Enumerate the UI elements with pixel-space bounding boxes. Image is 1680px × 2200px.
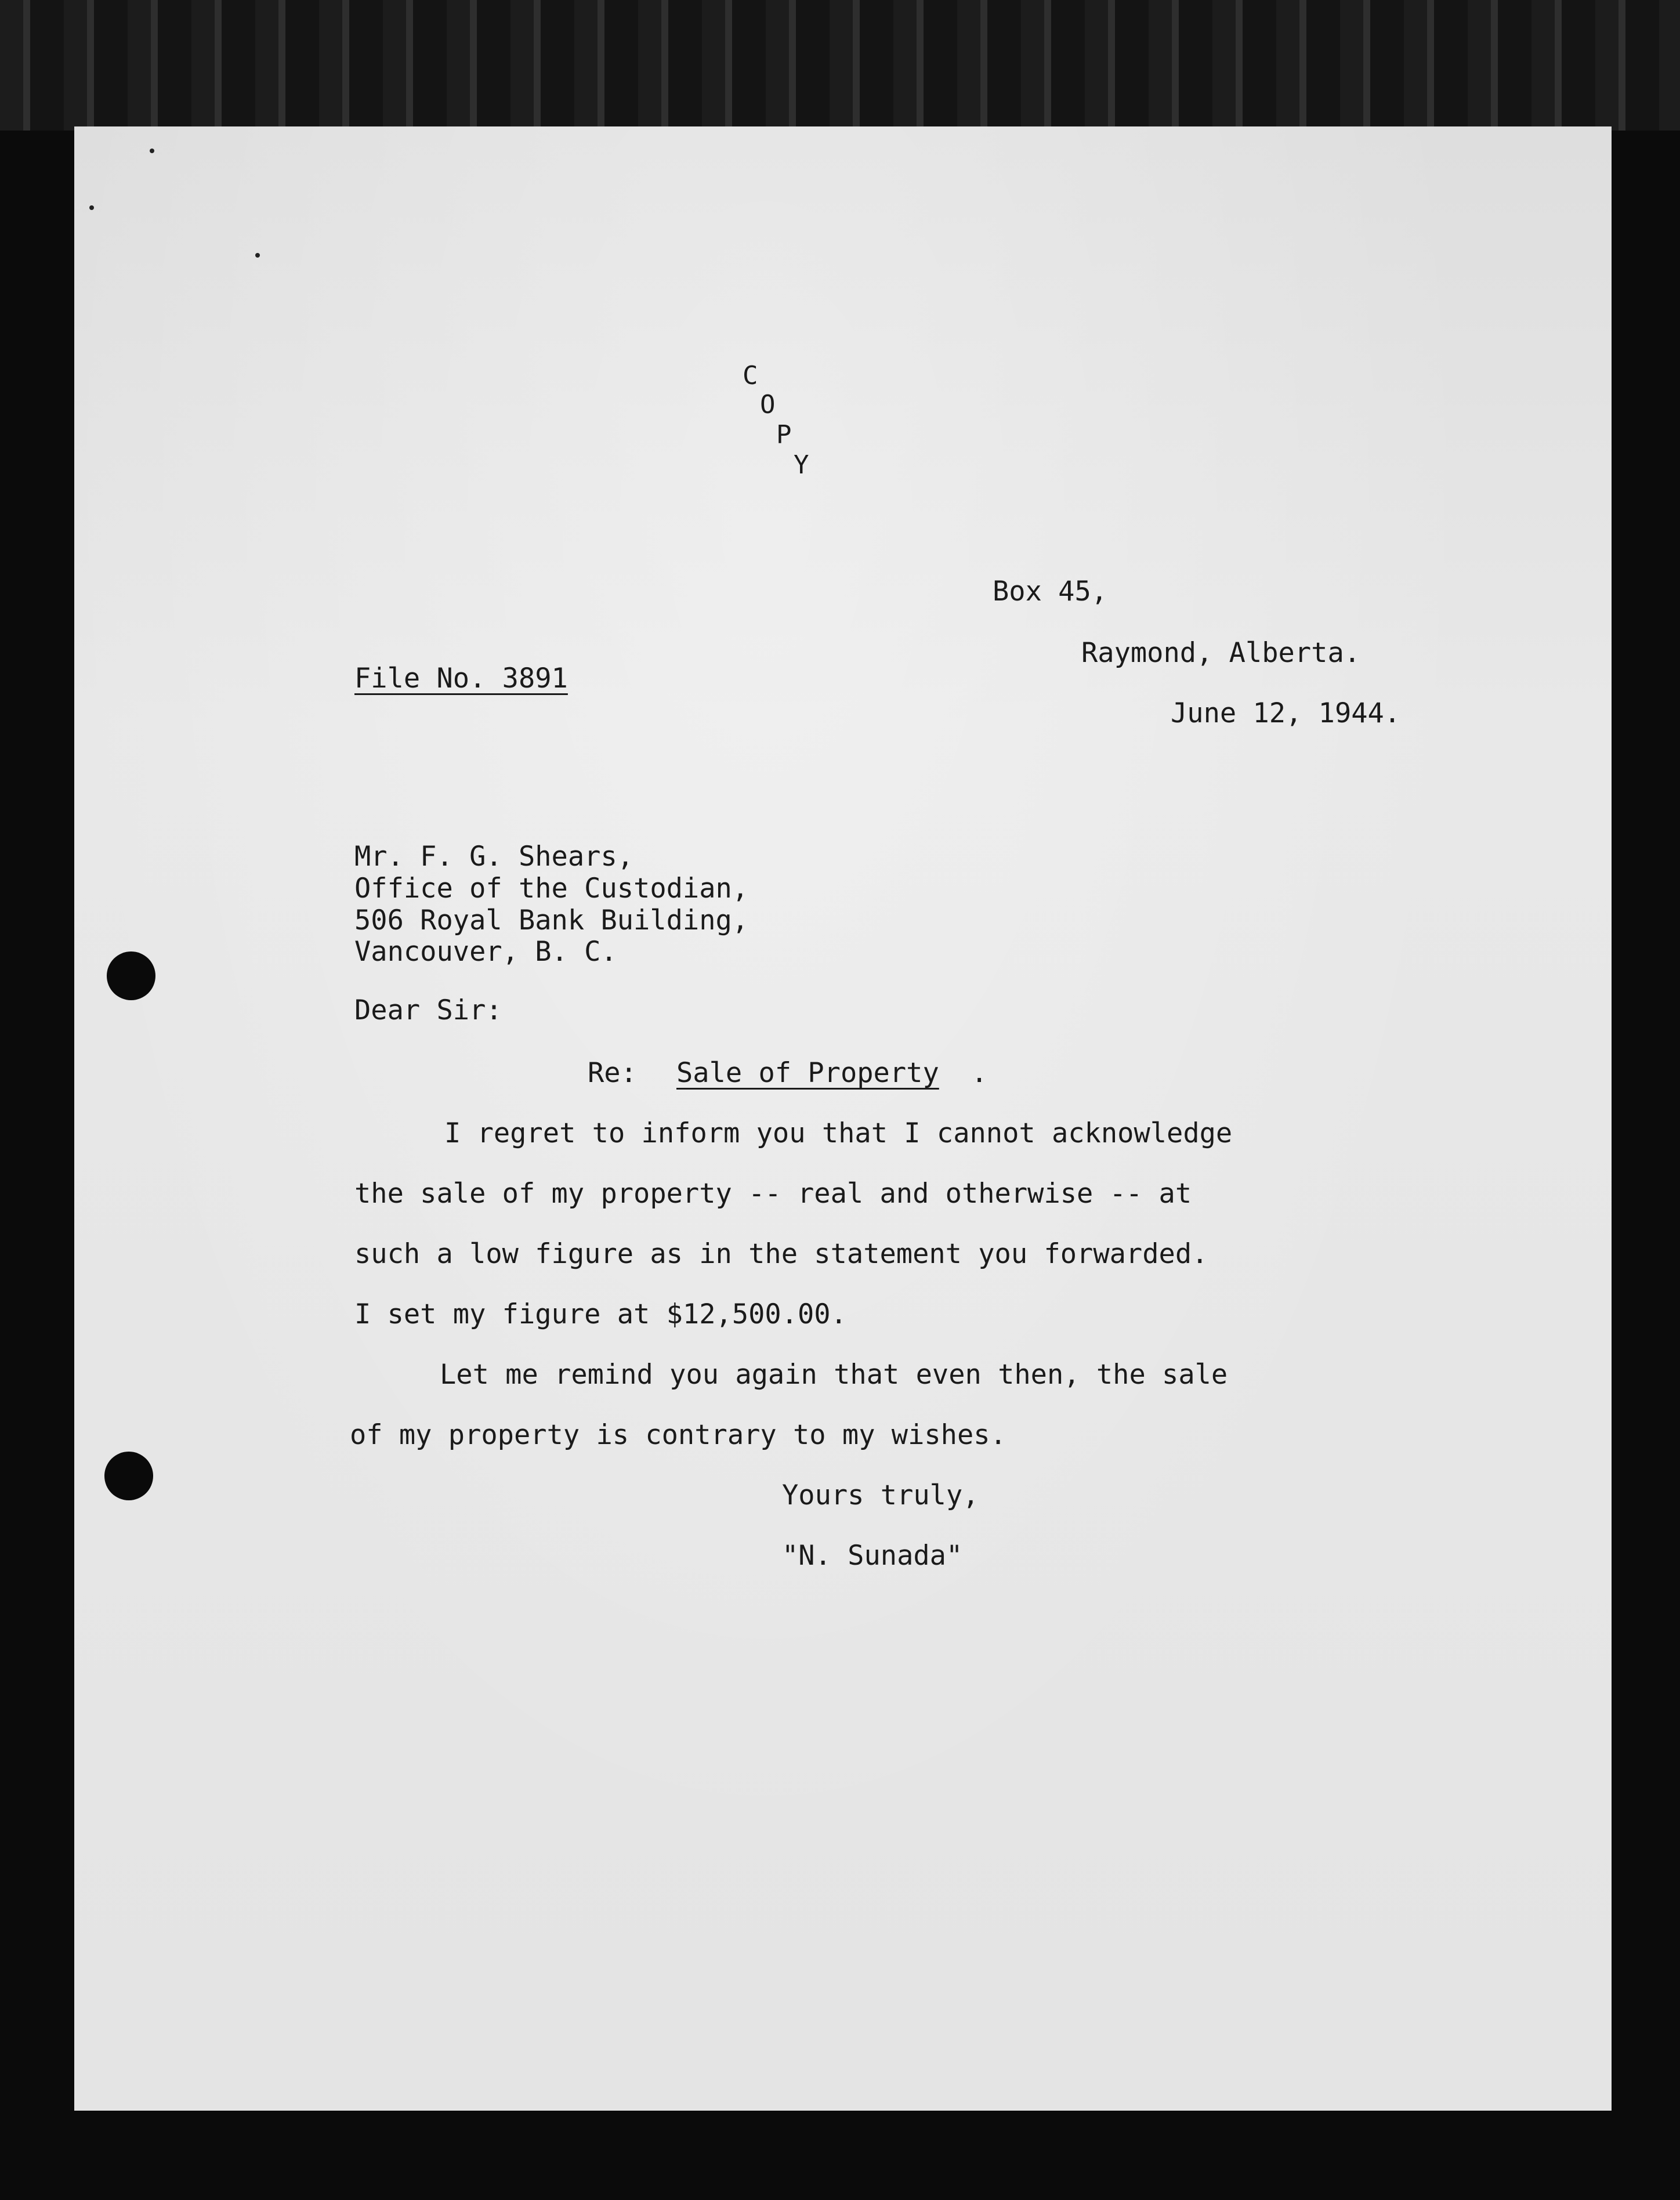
- body-p1-line3: such a low figure as in the statement you forwarded.: [354, 1238, 1208, 1270]
- recipient-city: Vancouver, B. C.: [354, 936, 617, 968]
- recipient-name: Mr. F. G. Shears,: [354, 841, 634, 873]
- letter-paper: [74, 126, 1612, 2111]
- copy-stamp-o: O: [760, 390, 776, 419]
- sender-city: Raymond, Alberta.: [1081, 637, 1361, 669]
- body-p2-line2: of my property is contrary to my wishes.: [350, 1419, 1006, 1451]
- closing: Yours truly,: [782, 1479, 979, 1511]
- copy-stamp-p: P: [776, 420, 792, 450]
- subject-period: .: [971, 1057, 988, 1089]
- copy-stamp-y: Y: [794, 450, 809, 480]
- letter-document: [74, 126, 1612, 2111]
- copy-stamp-c: C: [743, 361, 758, 390]
- subject-title: Sale of Property: [676, 1057, 939, 1089]
- body-p1-line2: the sale of my property -- real and otherwise -- at: [354, 1178, 1192, 1210]
- recipient-building: 506 Royal Bank Building,: [354, 904, 749, 936]
- file-number: File No. 3891: [354, 663, 568, 694]
- body-p2-line1: Let me remind you again that even then, the sale: [440, 1359, 1228, 1391]
- body-p1-line4: I set my figure at $12,500.00.: [354, 1298, 847, 1330]
- speck: [89, 205, 94, 210]
- punch-hole-upper: [107, 951, 155, 1000]
- body-p1-line1: I regret to inform you that I cannot acknowledge: [444, 1117, 1233, 1149]
- speck: [150, 149, 154, 153]
- letter-date: June 12, 1944.: [1171, 697, 1401, 729]
- film-strip-border: [0, 0, 1680, 131]
- recipient-office: Office of the Custodian,: [354, 873, 749, 904]
- sender-box: Box 45,: [993, 576, 1108, 607]
- punch-hole-lower: [104, 1452, 153, 1500]
- signature: "N. Sunada": [782, 1540, 963, 1572]
- speck: [255, 253, 260, 258]
- salutation: Dear Sir:: [354, 994, 502, 1026]
- subject-prefix: Re:: [588, 1057, 637, 1089]
